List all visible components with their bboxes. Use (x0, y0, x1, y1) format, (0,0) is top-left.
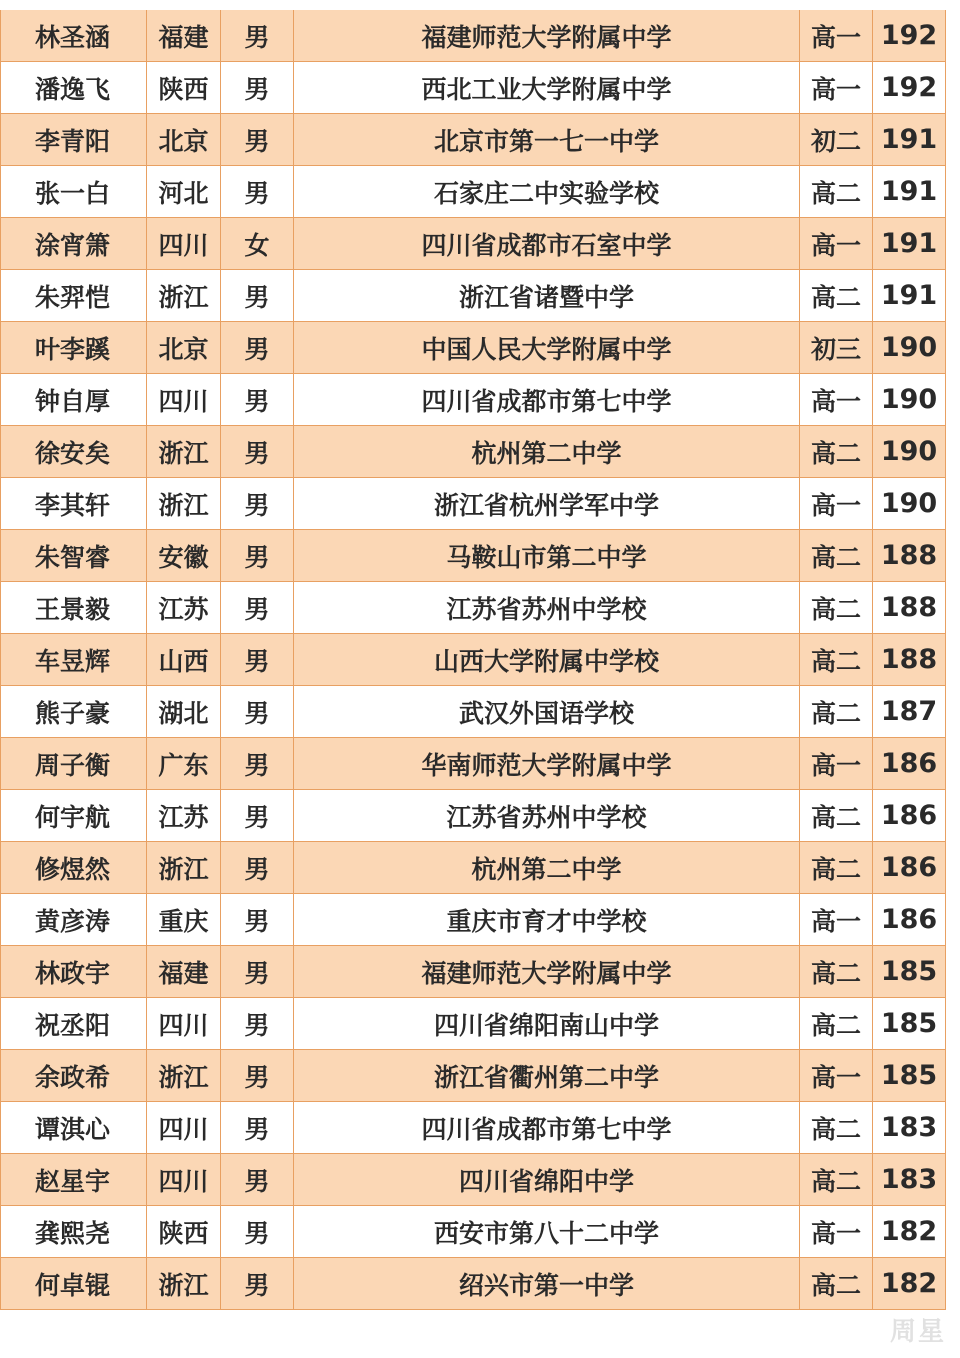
cell-score: 185 (873, 998, 946, 1050)
table-row (1, 1258, 946, 1310)
table-row (1, 998, 946, 1050)
cell-school: 四川省成都市石室中学 (294, 218, 800, 270)
cell-gender: 男 (221, 1258, 294, 1310)
cell-gender: 男 (221, 1154, 294, 1206)
cell-grade: 高二 (800, 1258, 873, 1310)
cell-grade: 初二 (800, 114, 873, 166)
cell-school: 石家庄二中实验学校 (294, 166, 800, 218)
cell-grade: 高二 (800, 686, 873, 738)
cell-province: 浙江 (147, 1258, 221, 1310)
table-row (1, 426, 946, 478)
cell-province: 四川 (147, 218, 221, 270)
cell-name: 张一白 (1, 166, 147, 218)
cell-score: 188 (873, 634, 946, 686)
cell-score: 190 (873, 426, 946, 478)
table-row (1, 374, 946, 426)
table-row (1, 946, 946, 998)
cell-school: 四川省成都市第七中学 (294, 374, 800, 426)
cell-grade: 高一 (800, 10, 873, 62)
cell-grade: 高一 (800, 218, 873, 270)
cell-name: 王景毅 (1, 582, 147, 634)
cell-grade: 高二 (800, 998, 873, 1050)
ranking-table-body (1, 10, 946, 1310)
cell-grade: 高二 (800, 842, 873, 894)
table-row (1, 634, 946, 686)
cell-score: 191 (873, 114, 946, 166)
cell-score: 190 (873, 322, 946, 374)
cell-province: 浙江 (147, 478, 221, 530)
cell-grade: 高二 (800, 582, 873, 634)
cell-name: 余政希 (1, 1050, 147, 1102)
cell-province: 江苏 (147, 582, 221, 634)
watermark-logo: 周星 (889, 1317, 946, 1347)
cell-grade: 高二 (800, 790, 873, 842)
cell-province: 陕西 (147, 1206, 221, 1258)
cell-school: 福建师范大学附属中学 (294, 946, 800, 998)
cell-grade: 高二 (800, 426, 873, 478)
cell-school: 马鞍山市第二中学 (294, 530, 800, 582)
cell-name: 何宇航 (1, 790, 147, 842)
table-row (1, 790, 946, 842)
cell-school: 福建师范大学附属中学 (294, 10, 800, 62)
cell-name: 李青阳 (1, 114, 147, 166)
cell-school: 杭州第二中学 (294, 842, 800, 894)
cell-gender: 男 (221, 582, 294, 634)
cell-name: 龚熙尧 (1, 1206, 147, 1258)
cell-gender: 男 (221, 322, 294, 374)
cell-gender: 男 (221, 790, 294, 842)
cell-grade: 高一 (800, 1050, 873, 1102)
table-row (1, 1102, 946, 1154)
cell-school: 浙江省诸暨中学 (294, 270, 800, 322)
cell-school: 杭州第二中学 (294, 426, 800, 478)
cell-score: 183 (873, 1154, 946, 1206)
table-row (1, 114, 946, 166)
cell-score: 185 (873, 946, 946, 998)
cell-name: 林圣涵 (1, 10, 147, 62)
cell-gender: 男 (221, 1206, 294, 1258)
cell-grade: 高二 (800, 1102, 873, 1154)
table-row (1, 322, 946, 374)
cell-name: 熊子豪 (1, 686, 147, 738)
cell-grade: 高二 (800, 530, 873, 582)
table-row (1, 530, 946, 582)
cell-school: 四川省绵阳南山中学 (294, 998, 800, 1050)
cell-grade: 高一 (800, 738, 873, 790)
cell-school: 江苏省苏州中学校 (294, 790, 800, 842)
cell-gender: 男 (221, 10, 294, 62)
cell-score: 186 (873, 790, 946, 842)
ranking-table (0, 10, 946, 1310)
cell-province: 浙江 (147, 426, 221, 478)
cell-school: 江苏省苏州中学校 (294, 582, 800, 634)
cell-school: 重庆市育才中学校 (294, 894, 800, 946)
cell-score: 191 (873, 166, 946, 218)
cell-gender: 男 (221, 426, 294, 478)
cell-province: 四川 (147, 998, 221, 1050)
cell-school: 华南师范大学附属中学 (294, 738, 800, 790)
table-row (1, 218, 946, 270)
table-row (1, 1050, 946, 1102)
cell-gender: 男 (221, 114, 294, 166)
cell-gender: 男 (221, 842, 294, 894)
cell-gender: 男 (221, 478, 294, 530)
cell-score: 190 (873, 374, 946, 426)
cell-gender: 男 (221, 374, 294, 426)
cell-grade: 高一 (800, 374, 873, 426)
cell-province: 浙江 (147, 270, 221, 322)
cell-grade: 初三 (800, 322, 873, 374)
cell-score: 190 (873, 478, 946, 530)
cell-province: 山西 (147, 634, 221, 686)
cell-grade: 高二 (800, 1154, 873, 1206)
cell-score: 186 (873, 738, 946, 790)
cell-name: 朱羿恺 (1, 270, 147, 322)
cell-score: 191 (873, 218, 946, 270)
cell-province: 安徽 (147, 530, 221, 582)
cell-school: 四川省成都市第七中学 (294, 1102, 800, 1154)
cell-gender: 女 (221, 218, 294, 270)
cell-name: 涂宵箫 (1, 218, 147, 270)
table-row (1, 686, 946, 738)
table-row (1, 738, 946, 790)
cell-gender: 男 (221, 1102, 294, 1154)
cell-school: 武汉外国语学校 (294, 686, 800, 738)
cell-name: 谭淇心 (1, 1102, 147, 1154)
cell-name: 李其轩 (1, 478, 147, 530)
cell-score: 185 (873, 1050, 946, 1102)
cell-school: 西北工业大学附属中学 (294, 62, 800, 114)
cell-score: 191 (873, 270, 946, 322)
cell-gender: 男 (221, 530, 294, 582)
cell-province: 福建 (147, 946, 221, 998)
cell-province: 浙江 (147, 1050, 221, 1102)
cell-grade: 高一 (800, 478, 873, 530)
cell-gender: 男 (221, 738, 294, 790)
cell-province: 陕西 (147, 62, 221, 114)
cell-gender: 男 (221, 634, 294, 686)
cell-name: 祝丞阳 (1, 998, 147, 1050)
cell-province: 四川 (147, 374, 221, 426)
cell-gender: 男 (221, 946, 294, 998)
cell-school: 山西大学附属中学校 (294, 634, 800, 686)
cell-score: 183 (873, 1102, 946, 1154)
cell-gender: 男 (221, 166, 294, 218)
cell-score: 187 (873, 686, 946, 738)
cell-school: 浙江省杭州学军中学 (294, 478, 800, 530)
cell-grade: 高一 (800, 894, 873, 946)
cell-province: 湖北 (147, 686, 221, 738)
cell-gender: 男 (221, 998, 294, 1050)
cell-gender: 男 (221, 62, 294, 114)
table-row (1, 166, 946, 218)
cell-grade: 高一 (800, 62, 873, 114)
cell-score: 186 (873, 894, 946, 946)
cell-province: 江苏 (147, 790, 221, 842)
cell-name: 徐安矣 (1, 426, 147, 478)
table-row (1, 1154, 946, 1206)
cell-grade: 高二 (800, 270, 873, 322)
cell-name: 潘逸飞 (1, 62, 147, 114)
table-row (1, 478, 946, 530)
cell-score: 182 (873, 1206, 946, 1258)
table-row (1, 270, 946, 322)
cell-grade: 高二 (800, 634, 873, 686)
cell-gender: 男 (221, 1050, 294, 1102)
cell-school: 四川省绵阳中学 (294, 1154, 800, 1206)
table-row (1, 1206, 946, 1258)
cell-province: 四川 (147, 1154, 221, 1206)
cell-grade: 高二 (800, 166, 873, 218)
cell-school: 北京市第一七一中学 (294, 114, 800, 166)
cell-score: 188 (873, 530, 946, 582)
cell-name: 何卓锟 (1, 1258, 147, 1310)
cell-grade: 高一 (800, 1206, 873, 1258)
cell-province: 四川 (147, 1102, 221, 1154)
cell-gender: 男 (221, 894, 294, 946)
cell-name: 钟自厚 (1, 374, 147, 426)
cell-name: 朱智睿 (1, 530, 147, 582)
cell-province: 福建 (147, 10, 221, 62)
cell-name: 修煜然 (1, 842, 147, 894)
cell-name: 黄彦涛 (1, 894, 147, 946)
cell-province: 广东 (147, 738, 221, 790)
cell-score: 192 (873, 62, 946, 114)
cell-school: 中国人民大学附属中学 (294, 322, 800, 374)
cell-gender: 男 (221, 270, 294, 322)
cell-score: 186 (873, 842, 946, 894)
cell-score: 182 (873, 1258, 946, 1310)
table-row (1, 10, 946, 62)
cell-province: 北京 (147, 114, 221, 166)
ranking-table-container (0, 10, 945, 1310)
cell-name: 叶李蹊 (1, 322, 147, 374)
cell-name: 林政宇 (1, 946, 147, 998)
cell-name: 车昱辉 (1, 634, 147, 686)
table-row (1, 894, 946, 946)
cell-name: 周子衡 (1, 738, 147, 790)
cell-score: 192 (873, 10, 946, 62)
cell-score: 188 (873, 582, 946, 634)
cell-school: 西安市第八十二中学 (294, 1206, 800, 1258)
table-row (1, 582, 946, 634)
cell-province: 北京 (147, 322, 221, 374)
cell-province: 河北 (147, 166, 221, 218)
cell-province: 浙江 (147, 842, 221, 894)
cell-school: 绍兴市第一中学 (294, 1258, 800, 1310)
cell-grade: 高二 (800, 946, 873, 998)
cell-school: 浙江省衢州第二中学 (294, 1050, 800, 1102)
table-row (1, 62, 946, 114)
cell-province: 重庆 (147, 894, 221, 946)
cell-name: 赵星宇 (1, 1154, 147, 1206)
table-row (1, 842, 946, 894)
cell-gender: 男 (221, 686, 294, 738)
